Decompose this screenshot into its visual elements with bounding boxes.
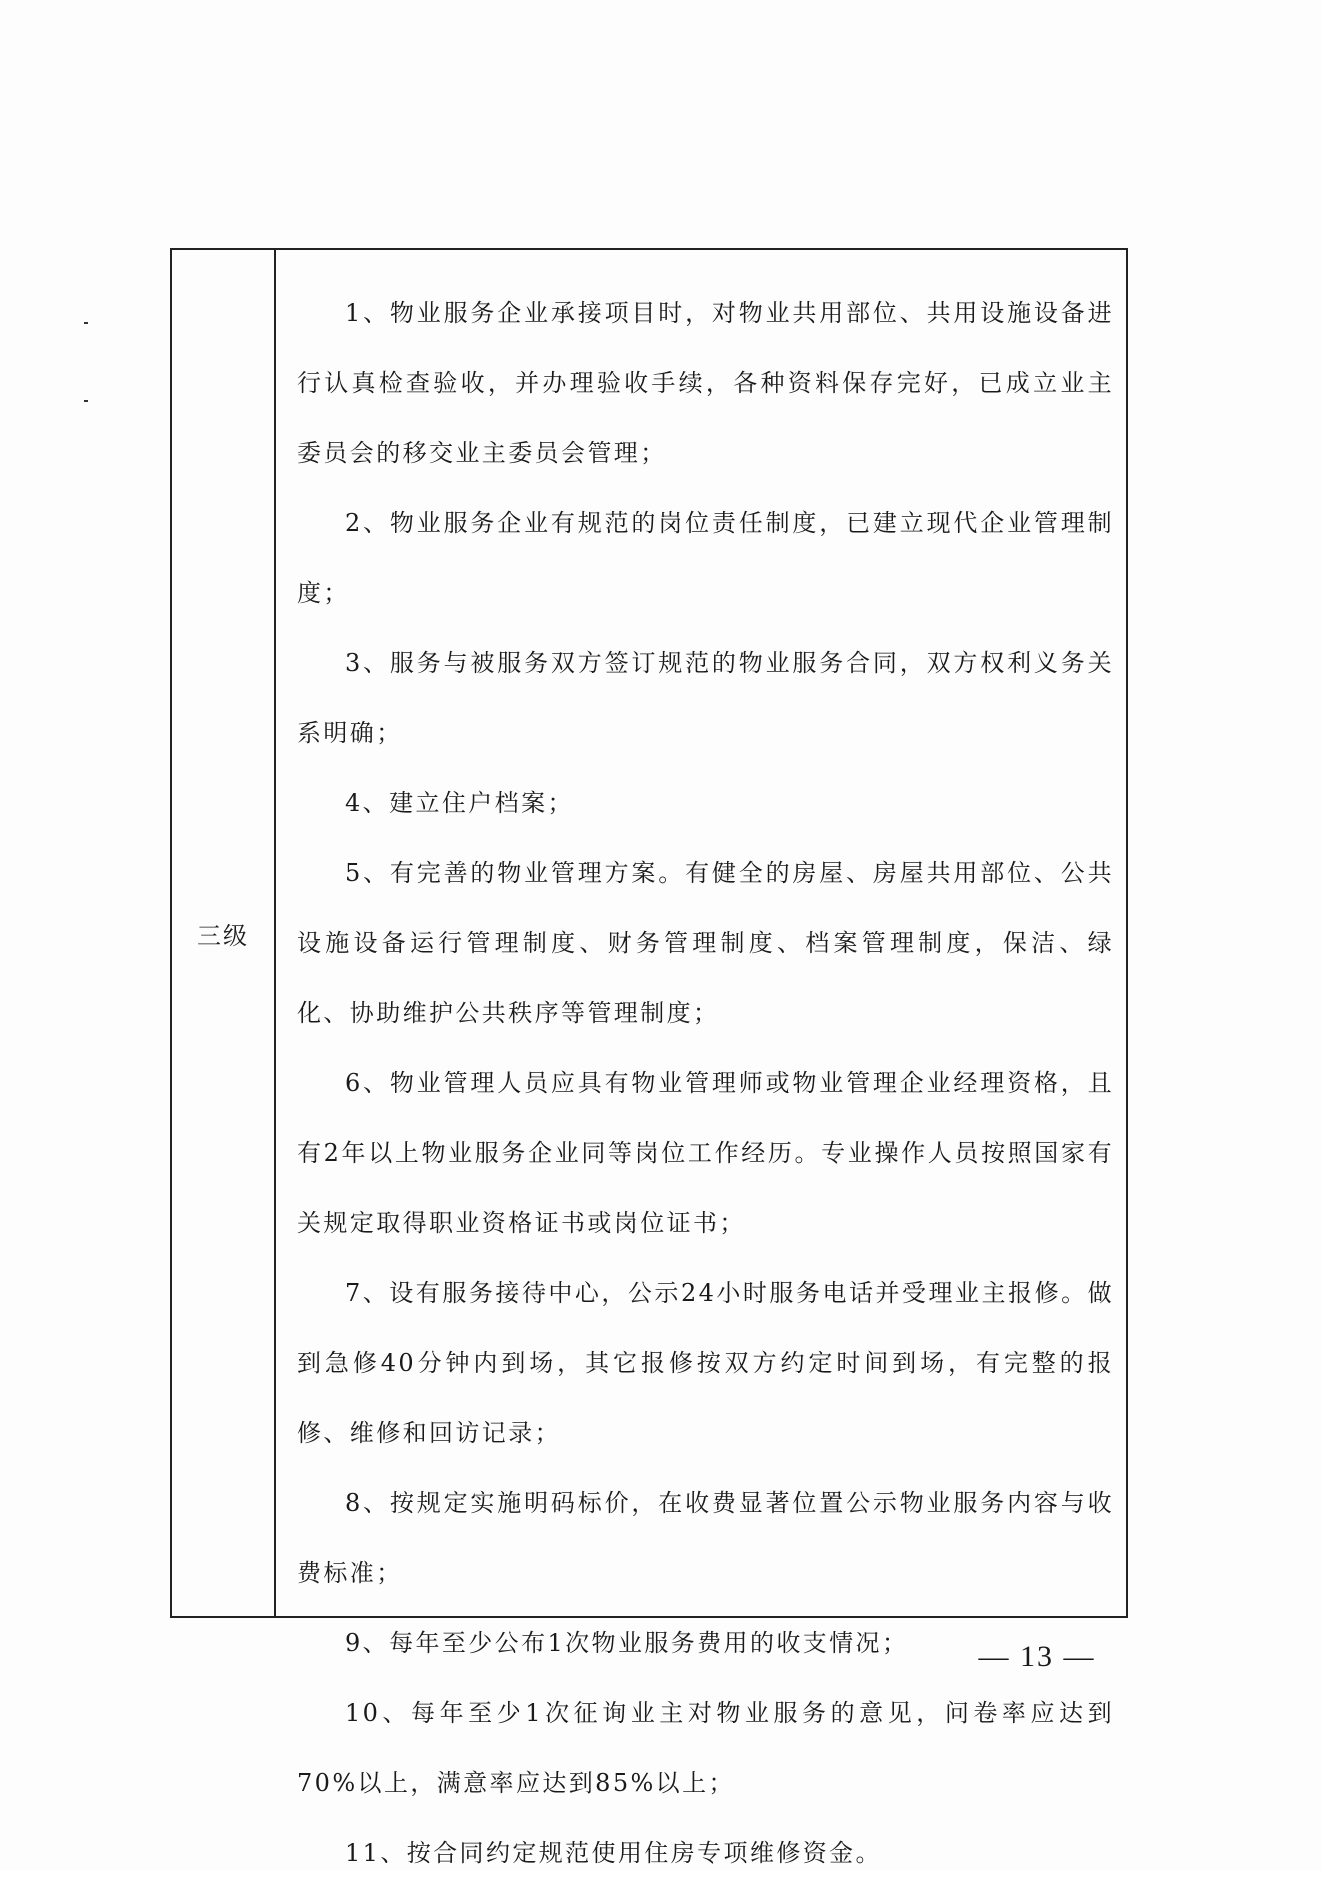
margin-mark — [84, 322, 88, 324]
requirement-item: 8、按规定实施明码标价，在收费显著位置公示物业服务内容与收费标准； — [297, 1489, 1114, 1587]
requirement-item: 2、物业服务企业有规范的岗位责任制度，已建立现代企业管理制度； — [297, 509, 1114, 607]
requirement-item: 11、按合同约定规范使用住房专项维修资金。 — [345, 1839, 882, 1867]
requirement-item: 6、物业管理人员应具有物业管理师或物业管理企业经理资格，且有2年以上物业服务企业同等岗位工作经历。专业操作人员按照国家有关规定取得职业资格证书或岗位证书； — [297, 1069, 1114, 1237]
level-cell — [172, 250, 276, 1616]
requirement-item: 10、每年至少1次征询业主对物业服务的意见，问卷率应达到70%以上，满意率应达到85%以上； — [297, 1699, 1114, 1797]
requirement-item: 1、物业服务企业承接项目时，对物业共用部位、共用设施设备进行认真检查验收，并办理验收手续，各种资料保存完好，已成立业主委员会的移交业主委员会管理； — [297, 299, 1114, 467]
requirement-item: 7、设有服务接待中心，公示24小时服务电话并受理业主报修。做到急修40分钟内到场，其它报修按双方约定时间到场，有完整的报修、维修和回访记录； — [297, 1279, 1114, 1447]
page-number: — 13 — — [978, 1640, 1096, 1673]
requirement-item: 9、每年至少公布1次物业服务费用的收支情况； — [345, 1629, 909, 1657]
level-label: 三级 — [197, 921, 249, 950]
requirement-item: 3、服务与被服务双方签订规范的物业服务合同，双方权利义务关系明确； — [297, 649, 1114, 747]
requirement-item: 4、建立住户档案； — [345, 789, 574, 817]
margin-mark — [84, 400, 88, 402]
requirement-item: 5、有完善的物业管理方案。有健全的房屋、房屋共用部位、公共设施设备运行管理制度、财务管理制度、档案管理制度，保洁、绿化、协助维护公共秩序等管理制度； — [297, 859, 1114, 1027]
